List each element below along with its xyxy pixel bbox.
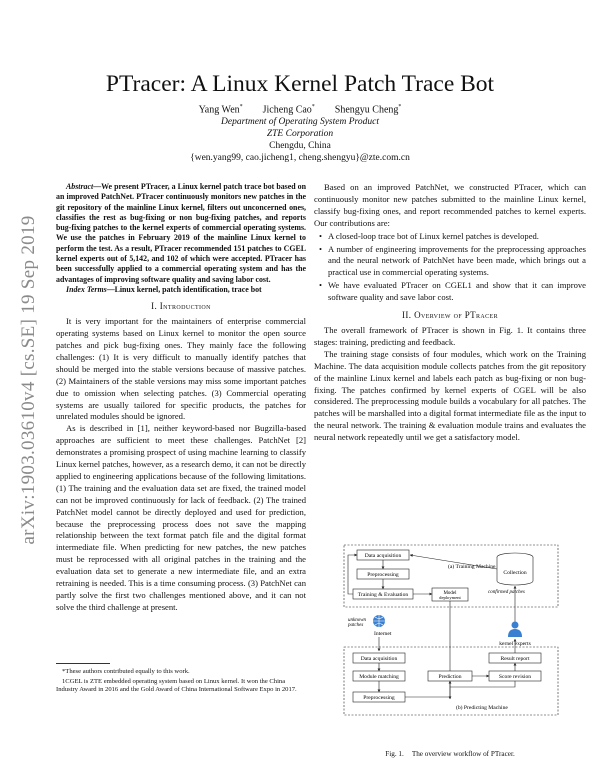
paragraph: As is described in [1], neither keyword-based nor Bugzilla-based approaches are sufficient to meet these challenges. PatchNet [2] demonstrates a promising prospect of using machine learning to classify Linux kernel patches, however, as a research demo, it can not be directly applied to engineering applications because of the following limitations. (1) The training and the evaluation data set are fixed, the trained model can not be improved continuously for lack of feedback. (2) The trained PatchNet model cannot be directly deployed and used for prediction, because the preprocessing process does not save the mapping relationship between the text format patch file and the digital format intermediate file. When predicting for new patches, the new patches must be reprocessed with all original patches in the training and the evaluation data set to generate a new intermediate file, and an extra retraining is needed. This is a time consuming process. (3) PatchNet can partly solve the first two challenges mentioned above, and it can not solve the third challenge at present.	[56, 423, 306, 612]
paragraph: The training stage consists of four modules, which work on the Training Machine. The data acquisition module collects patches from the git repository of the mainline Linux kernel and labels each patch as bug-fixing or non bug-fixing. The patches confirmed by kernel experts of CGEL will be also considered. The preprocessing module builds a vocabulary for all patches. The patches will be marshalled into a digital format intermediate file as the input to the neural network. The training & evaluation module trains and evaluates the neural network repeatedly until we get a satisfactory model.	[314, 348, 586, 443]
training-eval-label: Training & Evaluation	[357, 592, 409, 598]
list-item: • We have evaluated PTracer on CGEL1 and show that it can improve software quality and save labor cost.	[328, 280, 586, 304]
caption-label: Fig. 1.	[385, 750, 404, 758]
organization: ZTE Corporation	[266, 129, 334, 139]
paper-title: PTracer: A Linux Kernel Patch Trace Bot	[105, 71, 495, 97]
module-matching-label: Module matching	[359, 674, 399, 680]
paragraph: Based on an improved PatchNet, we constructed PTracer, which can continuously monitor new patches submitted to the mainline Linux kernel, classify bug-fixing ones, and report recommended patches to kernel experts. Our contributions are:	[314, 182, 586, 228]
kernel-expert-icon	[508, 622, 522, 638]
score-revision-label: Score revision	[498, 674, 532, 680]
footnote: 1CGEL is ZTE embedded operating system based on Linux kernel. It won the China Industry Award in 2016 and the Gold Award of China International Software Expo in 2017.	[56, 677, 297, 693]
paragraph: It is very important for the maintainers of enterprise commercial operating systems based on Linux kernel to monitor the open source patches and pick bug-fixing ones. They mainly face the following challenges: (1) It is very difficult to manually identify patches that should be merged into the stable versions because of massive patches. (2) Maintainers of the stable versions may miss some important patches due to omission when selecting patches. (3) Commercial operating systems are usually tailored for specific products, the patches for unrelated modules should be ignored.	[56, 316, 306, 422]
workflow-figure	[340, 541, 566, 744]
author-list	[0, 104, 600, 115]
footnote-rule	[56, 663, 110, 664]
model-deploy-label: Model deployment	[439, 591, 461, 600]
preprocessing-label-2: Preprocessing	[363, 695, 395, 701]
collection-label: Collection	[503, 570, 527, 576]
paragraph: The overall framework of PTracer is shown in Fig. 1. It contains three stages: training, predicting and feedback.	[314, 324, 586, 347]
department: Department of Operating System Product	[221, 117, 379, 127]
kernel-experts-label: kernel experts	[499, 641, 531, 647]
contribution-list	[314, 231, 586, 304]
author: Jicheng Cao*	[262, 104, 315, 116]
training-machine-label: (a) Training Machine	[448, 564, 496, 570]
data-acquisition-label: Data acquisition	[364, 553, 402, 559]
arxiv-stamp-text: arXiv:1903.03610v4 [cs.SE] 19 Sep 2019	[18, 215, 39, 545]
section-heading: II. Overview of PTracer	[401, 310, 499, 321]
prediction-label: Prediction	[438, 674, 462, 680]
list-item: • A closed-loop trace bot of Linux kernel patches is developed.	[328, 231, 586, 243]
author: Yang Wen*	[198, 104, 243, 116]
preprocessing-label: Preprocessing	[367, 572, 399, 578]
arxiv-stamp	[14, 180, 44, 580]
city: Chengdu, China	[269, 141, 331, 151]
figure-caption	[314, 750, 586, 758]
affiliation	[0, 116, 600, 164]
unknown-patches-label: unknown patches	[348, 618, 367, 628]
confirmed-patches-label: confirmed patches	[488, 590, 525, 595]
predicting-machine-label: (b) Predicting Machine	[456, 705, 508, 711]
footnotes	[56, 668, 306, 696]
result-report-label: Result report	[500, 656, 530, 662]
abstract: Abstract—We present PTracer, a Linux kernel patch trace bot based on an improved PatchNet. PTracer continuously monitors new patches in the git repository of the mainline Linux kernel, filters out unconcerned ones, classifies the rest as bug-fixing or non bug-fixing patches, and reports bug-fixing patches to the kernel experts of commercial operating systems. We use the patches in February 2019 of the mainline Linux kernel to perform the test. As a result, PTracer recommended 151 patches to CGEL kernel experts out of 5,142, and 102 of which were accepted. PTracer has been successfully applied to a commercial operating system and has the advantages of improving software quality and saving labor cost.	[56, 182, 306, 284]
right-column	[314, 182, 586, 444]
caption-text: The overview workflow of PTracer.	[411, 750, 515, 758]
globe-icon	[373, 615, 385, 627]
data-acquisition-label-2: Data acquisition	[360, 656, 398, 662]
index-terms: Index Terms—Linux kernel, patch identification, trace bot	[66, 284, 262, 294]
section-heading: I. Introduction	[151, 301, 211, 312]
list-item: • A number of engineering improvements for the preprocessing approaches and the neural network of PatchNet have been made, which brings out a practical use in commercial operating systems.	[328, 244, 586, 280]
internet-label: Internet	[374, 631, 392, 637]
left-column	[56, 182, 306, 614]
author: Shengyu Cheng*	[334, 104, 402, 116]
emails: {wen.yang99, cao.jicheng1, cheng.shengyu}@zte.com.cn	[190, 153, 410, 163]
collection-database-icon	[497, 553, 533, 585]
footnote: *These authors contributed equally to this work.	[62, 668, 190, 675]
